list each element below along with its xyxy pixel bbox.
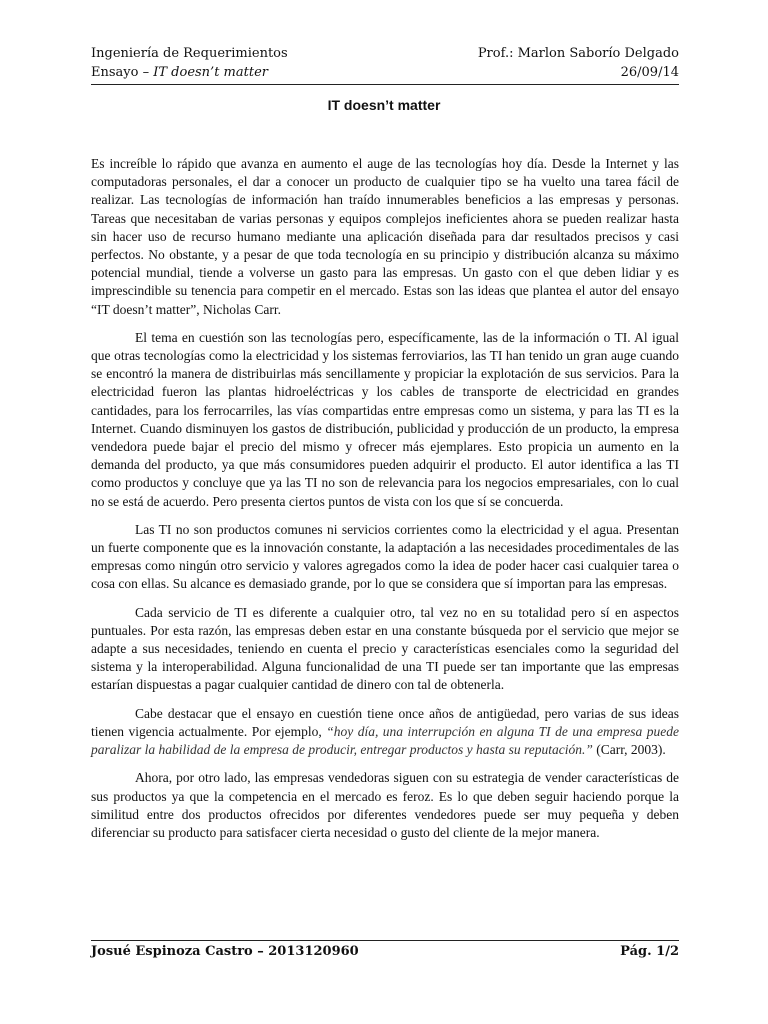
header-divider [91, 84, 679, 85]
paragraph-6: Ahora, por otro lado, las empresas vendedoras siguen con su estrategia de vender características de sus productos ya que la competencia en el mercado es feroz. Es lo que deben seguir haciendo porque la similitud entre dos productos ofrecidos por diferentes vendedores puede ser muy pequeña y deben diferenciar su producto para satisfacer cierta necesidad o gusto del cliente de la mejor manera. [91, 770, 679, 840]
course-name: Ingeniería de Requerimientos [91, 46, 288, 61]
paragraph-5-text: Cabe destacar que el ensayo en cuestión tiene once años de antigüedad, pero varias de sus ideas tienen vigencia actualmente. Por ejemplo, [91, 705, 679, 739]
footer-author: Josué Espinoza Castro – 2013120960 [91, 944, 359, 959]
page-number: Pág. 1/2 [620, 944, 679, 959]
header-row-1 [91, 44, 679, 63]
paragraph-1: Es increíble lo rápido que avanza en aumento el auge de las tecnologías hoy día. Desde la Internet y las computadoras personales, el dar a conocer un producto de cualquier tipo se ha vuelto una tarea fácil de realizar. Las tecnologías de información han traído innumerables beneficios a las empresas y personas. Tareas que necesitaban de varias personas y equipos complejos ineficientes ahora se pueden realizar hasta sin hacer uso de recurso humano mediante una aplicación diseñada para dar resultados precisos y casi perfectos. No obstante, y a pesar de que toda tecnología en su principio y distribución alcanza su máximo potencial mundial, tiende a volverse un gasto para las empresas. Un gasto con el que deben lidiar y es imprescindible su tenencia para competir en el mercado. Estas son las ideas que plantea el autor del ensayo “IT doesn’t matter”, Nicholas Carr. [91, 156, 679, 317]
essay-label [91, 63, 268, 82]
paragraph-2: El tema en cuestión son las tecnologías pero, específicamente, las de la información o TI. Al igual que otras tecnologías como la electricidad y los sistemas ferroviarios, las TI han tenido un gran auge cuando se encontró la manera de distribuirlas más sencillamente y propiciar la explotación de sus servicios. Para la electricidad fueron las plantas hidroeléctricas y los cables de transporte de electricidad en grandes cantidades, para los ferrocarriles, las vías compartidas entre empresas como un sistema, y para las TI es la Internet. Cuando disminuyen los gastos de distribución, publicidad y producción de un producto, la empresa vendedora puede bajar el precio del mismo y ofrecer más ejemplares. Esto propicia un aumento en la demanda del producto, ya que más consumidores pueden adquirir el producto. El autor identifica a las TI como productos y concluye que ya las TI no son de relevancia para los negocios empresariales, con lo cual no se está de acuerdo. Pero presenta ciertos puntos de vista con los que sí se concuerda. [91, 329, 679, 509]
document-body [91, 155, 679, 852]
essay-title-italic: IT doesn’t matter [153, 65, 268, 80]
paragraph-5 [91, 705, 679, 760]
document-title: IT doesn’t matter [327, 97, 441, 113]
page-header [91, 44, 679, 82]
header-row-2 [91, 63, 679, 82]
carr-quote: “hoy día, una interrupción en alguna TI de una empresa puede paralizar la habilidad de la empresa de producir, entregar productos y hasta su reputación.” [91, 723, 679, 758]
page-footer [91, 944, 679, 959]
essay-prefix: Ensayo – [91, 65, 154, 80]
paragraph-4: Cada servicio de TI es diferente a cualquier otro, tal vez no en su totalidad pero sí en aspectos puntuales. Por esta razón, las empresas deben estar en una constante búsqueda por el servicio que mejor se adapte a sus necesidades, teniendo en cuenta el precio y características esenciales como la seguridad del sistema y la interoperabilidad. Alguna funcionalidad de una TI puede ser tan importante que las empresas estarían dispuestas a pagar cualquier cantidad de dinero con tal de obtenerla. [91, 604, 679, 693]
citation: (Carr, 2003). [592, 742, 666, 758]
footer-divider [91, 940, 679, 941]
professor-name: Prof.: Marlon Saborío Delgado [477, 46, 679, 61]
header-date: 26/09/14 [620, 65, 679, 80]
paragraph-3: Las TI no son productos comunes ni servicios corrientes como la electricidad y el agua. Presentan un fuerte componente que es la innovación constante, la adaptación a las necesidades procedimentales de las empresas como ningún otro servicio y valores agregados como la idea de poder hacer casi cualquier tarea o cosa con ellas. Su alcance es demasiado grande, por lo que se considera que sí importan para las empresas. [91, 521, 679, 592]
